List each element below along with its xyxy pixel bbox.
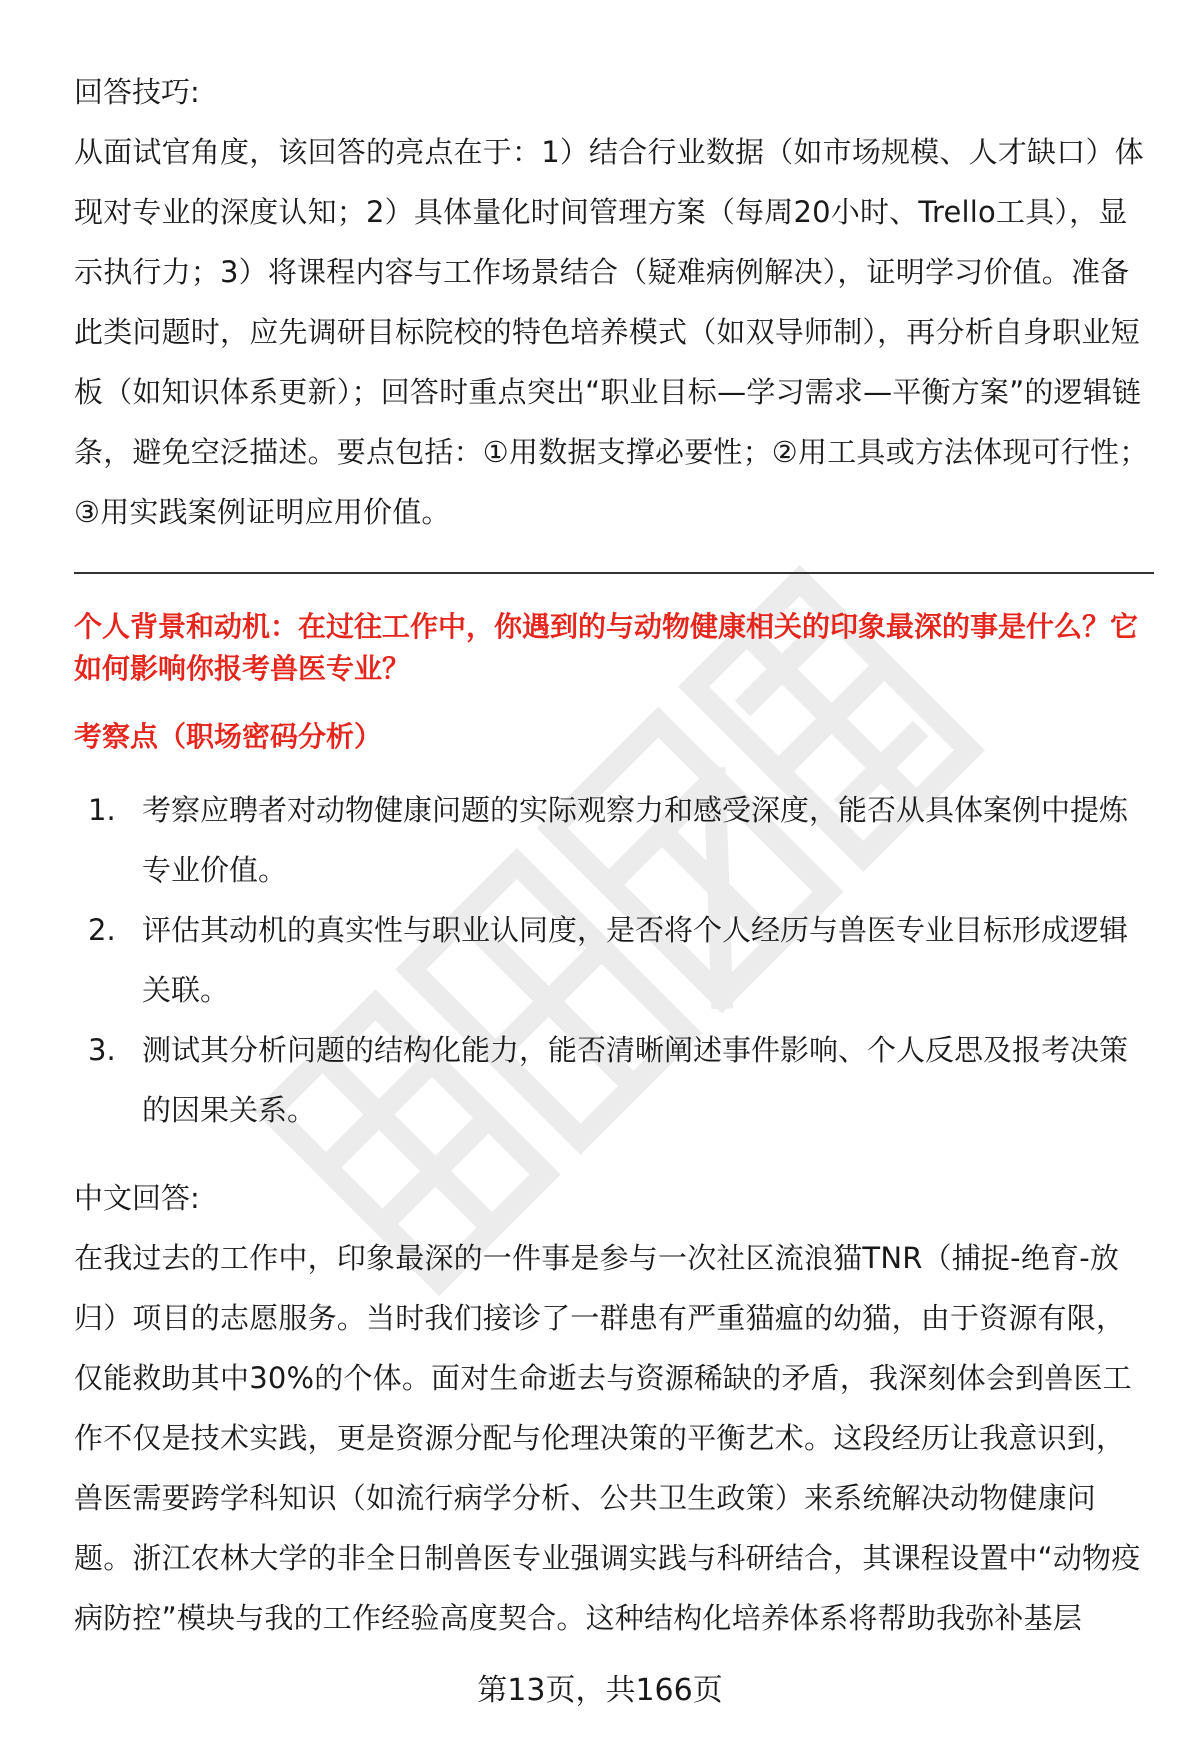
answer-tips-section [74,62,1154,542]
list-item-text: 评估其动机的真实性与职业认同度，是否将个人经历与兽医专业目标形成逻辑关联。 [142,913,1129,1007]
tips-paragraph: 从面试官角度，该回答的亮点在于：1）结合行业数据（如市场规模、人才缺口）体现对专业的深度认知；2）具体量化时间管理方案（每周20小时、Trello工具），显示执行力；3）将课程内容与工作场景结合（疑难病例解决），证明学习价值。准备此类问题时，应先调研目标院校的特色培养模式（如双导师制），再分析自身职业短板（如知识体系更新）；回答时重点突出“职业目标—学习需求—平衡方案”的逻辑链条，避免空泛描述。要点包括：①用数据支撑必要性；②用工具或方法体现可行性；③用实践案例证明应用价值。 [74,135,1149,529]
answer-label: 中文回答: [74,1181,200,1215]
list-item-text: 考察应聘者对动物健康问题的实际观察力和感受深度，能否从具体案例中提炼专业价值。 [142,793,1129,887]
page-number: 第13页，共166页 [477,1673,723,1708]
answer-paragraph: 在我过去的工作中，印象最深的一件事是参与一次社区流浪猫TNR（捕捉-绝育-放归）项目的志愿服务。当时我们接诊了一群患有严重猫瘟的幼猫，由于资源有限，仅能救助其中30%的个体。面对生命逝去与资源稀缺的矛盾，我深刻体会到兽医工作不仅是技术实践，更是资源分配与伦理决策的平衡艺术。这段经历让我意识到，兽医需要跨学科知识（如流行病学分析、公共卫生政策）来系统解决动物健康问题。浙江农林大学的非全日制兽医专业强调实践与科研结合，其课程设置中“动物疫病防控”模块与我的工作经验高度契合。这种结构化培养体系将帮助我弥补基层 [74,1241,1141,1635]
assessment-heading: 考察点（职场密码分析） [74,720,383,753]
list-item-text: 测试其分析问题的结构化能力，能否清晰阐述事件影响、个人反思及报考决策的因果关系。 [142,1033,1129,1127]
assessment-list [74,780,1154,1140]
question-title: 个人背景和动机：在过往工作中，你遇到的与动物健康相关的印象最深的事是什么？它如何影响你报考兽医专业？ [74,610,1139,685]
list-item-number: 3. [88,1033,116,1067]
list-item-number: 2. [88,913,116,947]
list-item-number: 1. [88,793,116,827]
main-content [74,62,1154,1648]
list-item [74,780,1154,900]
list-item [74,900,1154,1020]
chinese-answer-section [74,1168,1154,1648]
spacer [74,1140,1154,1168]
section-divider [74,572,1154,574]
list-item [74,1020,1154,1140]
question-section [74,606,1154,1140]
tips-label: 回答技巧: [74,75,200,109]
